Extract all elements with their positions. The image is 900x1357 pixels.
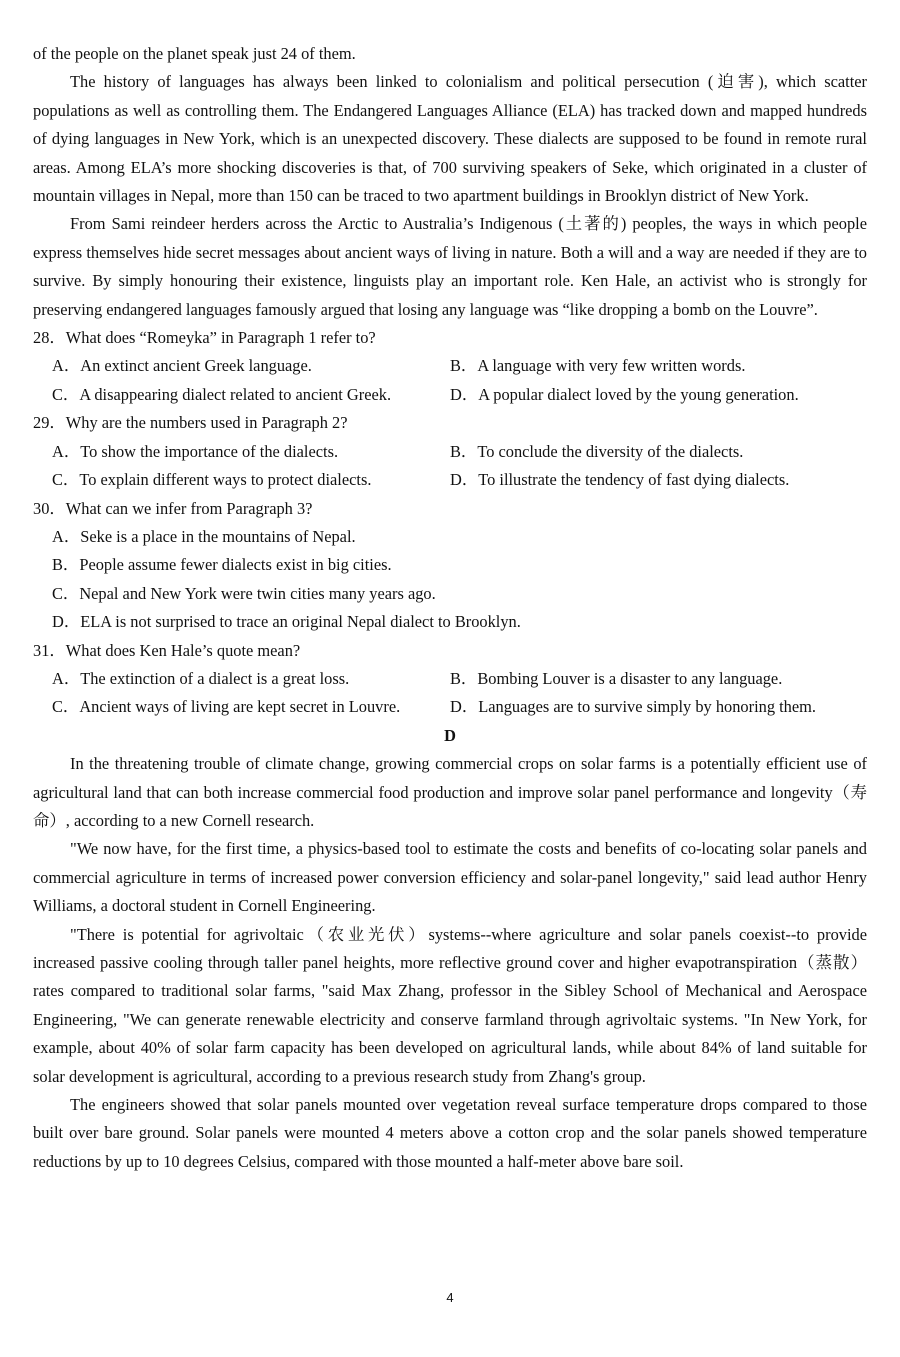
- option-c: C．To explain different ways to protect dialects.: [52, 470, 372, 490]
- option-a: A．An extinct ancient Greek language.: [52, 356, 312, 376]
- section-heading-d: D: [444, 725, 456, 745]
- question-29: [33, 409, 867, 494]
- option-c: C．A disappearing dialect related to ancient Greek.: [52, 384, 392, 404]
- page-content: [33, 40, 867, 1176]
- option-d: D．To illustrate the tendency of fast dying dialects.: [450, 470, 790, 490]
- option-a: A．Seke is a place in the mountains of Nepal.: [52, 526, 356, 546]
- option-a: A．The extinction of a dialect is a great loss.: [52, 668, 350, 688]
- option-d: D．A popular dialect loved by the young generation.: [450, 384, 799, 404]
- option-d: D．ELA is not surprised to trace an original Nepal dialect to Brooklyn.: [52, 612, 521, 632]
- options-row: [52, 693, 867, 721]
- options-row: [52, 665, 867, 693]
- passage-d-paragraph-4: The engineers showed that solar panels mounted over vegetation reveal surface temperature drops compared to those built over bare ground. Solar panels were mounted 4 meters above a cotton crop and the solar panels showed temperature reductions by up to 10 degrees Celsius, compared with those mounted a half-meter above bare soil.: [33, 1095, 867, 1171]
- question-stem: 29．Why are the numbers used in Paragraph 2?: [33, 413, 348, 433]
- passage-c-paragraph-continued: of the people on the planet speak just 24 of them.: [33, 44, 356, 63]
- question-stem: 30．What can we infer from Paragraph 3?: [33, 498, 313, 518]
- option-c: C．Ancient ways of living are kept secret in Louvre.: [52, 697, 401, 717]
- passage-d-paragraph-2: "We now have, for the first time, a physics-based tool to estimate the costs and benefits of co-locating solar panels and commercial agriculture in terms of increased power conversion efficiency and solar-panel longevity," said lead author Henry Williams, a doctoral student in Cornell Engineering.: [33, 839, 867, 916]
- page-number: 4: [446, 1290, 454, 1305]
- option-b: B．People assume fewer dialects exist in big cities.: [52, 555, 392, 575]
- options-row: [52, 466, 867, 494]
- question-28: [33, 324, 867, 409]
- option-b: B．A language with very few written words.: [450, 356, 746, 376]
- question-30: [33, 495, 867, 637]
- options-row: [52, 438, 867, 466]
- question-31: [33, 637, 867, 722]
- option-c: C．Nepal and New York were twin cities many years ago.: [52, 583, 436, 603]
- question-stem: 31．What does Ken Hale’s quote mean?: [33, 640, 301, 660]
- options-row: [52, 352, 867, 380]
- passage-c-paragraph-4: From Sami reindeer herders across the Arctic to Australia’s Indigenous (土著的) peoples, the ways in which people express themselves hide secret messages about ancient ways of living in nature. Both a will and a way are needed if they are to survive. By simply honouring their existence, linguists play an important role. Ken Hale, an activist who is strongly for preserving endangered languages famously argued that losing any language was “like dropping a bomb on the Louvre”.: [33, 214, 867, 319]
- option-a: A．To show the importance of the dialects.: [52, 441, 339, 461]
- passage-d-paragraph-3: "There is potential for agrivoltaic（农业光伏）systems--where agriculture and solar panels coexist--to provide increased passive cooling through taller panel heights, more reflective ground cover and higher evapotranspiration（蒸散）rates compared to traditional solar farms, "said Max Zhang, professor in the Sibley School of Mechanical and Aerospace Engineering, "We can generate renewable electricity and conserve farmland through agrivoltaic systems. "In New York, for example, about 40% of solar farm capacity has been developed on agricultural lands, while about 84% of land suitable for solar development is agricultural, according to a previous research study from Zhang's group.: [33, 924, 867, 1086]
- passage-c-paragraph-3: The history of languages has always been linked to colonialism and political persecution (迫害), which scatter populations as well as controlling them. The Endangered Languages Alliance (ELA) has tracked down and mapped hundreds of dying languages in New York, which is an unexpected discovery. These dialects are supposed to be found in remote rural areas. Among ELA’s more shocking discoveries is that, of 700 surviving speakers of Seke, which originated in a cluster of mountain villages in Nepal, more than 150 can be traced to two apartment buildings in Brooklyn district of New York.: [33, 72, 867, 206]
- option-b: B．Bombing Louver is a disaster to any language.: [450, 668, 783, 688]
- option-b: B．To conclude the diversity of the dialects.: [450, 441, 744, 461]
- passage-d-paragraph-1: In the threatening trouble of climate change, growing commercial crops on solar farms is a potentially efficient use of agricultural land that can both increase commercial food production and improve solar panel performance and longevity（寿命）, according to a new Cornell research.: [33, 754, 867, 830]
- question-stem: 28．What does “Romeyka” in Paragraph 1 refer to?: [33, 328, 376, 348]
- option-d: D．Languages are to survive simply by honoring them.: [450, 697, 816, 717]
- options-row: [52, 381, 867, 409]
